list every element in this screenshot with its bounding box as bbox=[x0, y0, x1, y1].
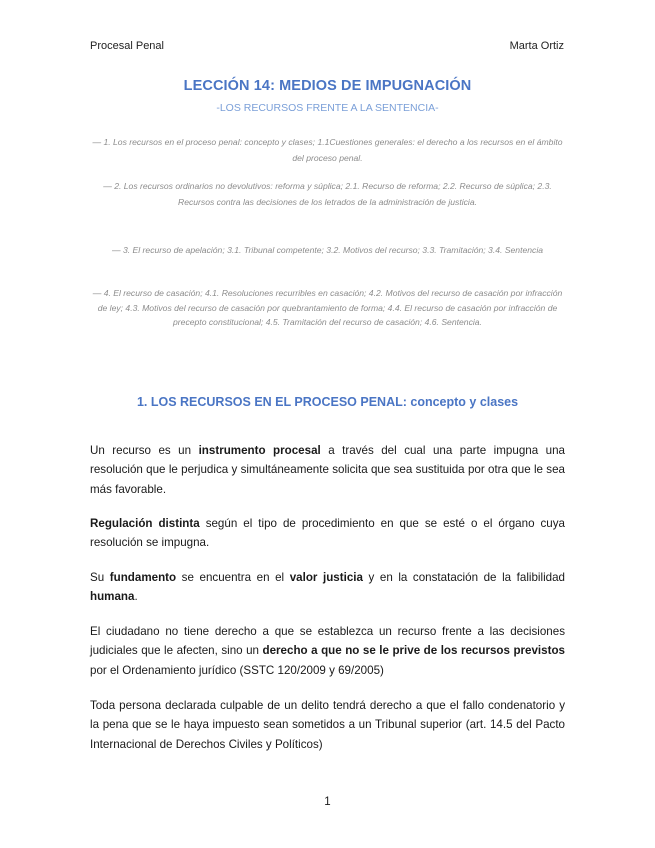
toc-item-1: — 1. Los recursos en el proceso penal: concepto y clases; 1.1Cuestiones generales: el derecho a los recursos en el ámbito del proceso penal. bbox=[92, 137, 563, 163]
section-heading: 1. LOS RECURSOS EN EL PROCESO PENAL: concepto y clases bbox=[136, 395, 519, 409]
header-author: Marta Ortiz bbox=[509, 40, 564, 52]
page-title: LECCIÓN 14: MEDIOS DE IMPUGNACIÓN bbox=[183, 78, 472, 94]
header-course: Procesal Penal bbox=[90, 40, 164, 52]
paragraph-definition: Un recurso es un instrumento procesal a través del cual una parte impugna una resolución que le perjudica y simultáneamente solicita que sea sustituida por otra que le sea más favorable. bbox=[90, 443, 565, 496]
paragraph-regulation: Regulación distinta según el tipo de procedimiento en que se esté o el órgano cuya resolución se impugna. bbox=[90, 516, 565, 550]
toc-item-2: — 2. Los recursos ordinarios no devolutivos: reforma y súplica; 2.1. Recurso de reforma; 2.2. Recurso de súplica; 2.3. Recursos contra las decisiones de los letrados de la administración de justicia. bbox=[103, 181, 552, 207]
toc-item-3: — 3. El recurso de apelación; 3.1. Tribunal competente; 3.2. Motivos del recurso; 3.3. Tramitación; 3.4. Sentencia bbox=[111, 245, 544, 255]
page-number: 1 bbox=[324, 796, 331, 808]
page-subtitle: -LOS RECURSOS FRENTE A LA SENTENCIA- bbox=[216, 102, 439, 114]
paragraph-citizen-right: El ciudadano no tiene derecho a que se establezca un recurso frente a las decisiones judiciales que le afecten, sino un derecho a que no se le prive de los recursos previstos por el Ordenamiento jurídico (SSTC 120/2009 y 69/2005) bbox=[90, 624, 565, 677]
paragraph-foundation: Su fundamento se encuentra en el valor justicia y en la constatación de la falibilidad humana. bbox=[90, 570, 566, 604]
toc-item-4: — 4. El recurso de casación; 4.1. Resoluciones recurribles en casación; 4.2. Motivos del recurso de casación por infracción de ley; 4.3. Motivos del recurso de casación por quebrantamiento de forma; 4.4. El recurso de casación por infracción de precepto constitucional; 4.5. Tramitación del recurso de casación; 4.6. Sentencia. bbox=[92, 288, 563, 327]
paragraph-pact: Toda persona declarada culpable de un delito tendrá derecho a que el fallo condenatorio y la pena que se le haya impuesto sean sometidos a un Tribunal superior (art. 14.5 del Pacto Internacional de Derechos Civiles y Políticos) bbox=[90, 698, 565, 751]
